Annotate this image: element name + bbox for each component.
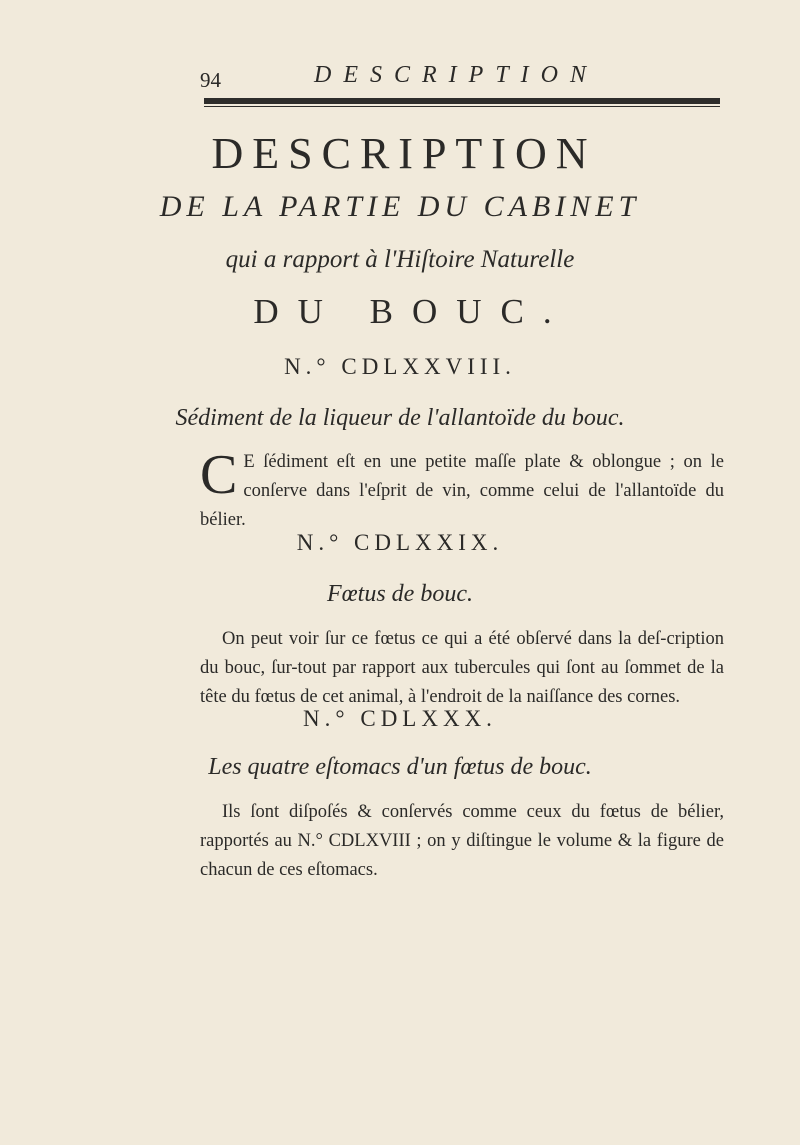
entry-paragraph: Ils ſont diſpoſés & conſervés comme ceux du fœtus de bélier, rapportés au N.° CDLXVIII ; on y diſtingue le volume & la figure de chacun de ces eſtomacs. xyxy=(200,802,724,880)
main-title: DESCRIPTION xyxy=(211,129,597,178)
header-rule-thin xyxy=(204,106,720,107)
entry-subtitle: Sédiment de la liqueur de l'allantoïde du bouc. xyxy=(175,405,625,431)
paragraph-text: E ſédiment eſt en une petite maſſe plate & oblongue ; on le conſerve dans l'eſprit de vin, comme celui de l'allantoïde du bélier. xyxy=(200,452,724,530)
entry-subtitle: Fœtus de bouc. xyxy=(327,581,473,607)
entry-subtitle: Les quatre eſtomacs d'un fœtus de bouc. xyxy=(208,754,592,780)
drop-cap: C xyxy=(200,444,238,506)
page-number: 94 xyxy=(200,68,221,92)
entry-paragraph: On peut voir ſur ce fœtus ce qui a été obſervé dans la deſ-cription du bouc, ſur-tout par rapport aux tubercules qui ſont au ſommet de la tête du fœtus de cet animal, à l'endroit de la naiſſance des cornes. xyxy=(200,629,724,707)
title-line-4: DU BOUC. xyxy=(253,292,571,331)
entry-number: N.° CDLXXVIII. xyxy=(284,354,516,379)
running-title: DESCRIPTION xyxy=(314,62,598,88)
entry-number: N.° CDLXXX. xyxy=(303,706,497,731)
entry-number: N.° CDLXXIX. xyxy=(296,530,504,555)
header-rule-thick xyxy=(204,98,720,104)
entry-paragraph xyxy=(200,444,724,535)
title-line-2: DE LA PARTIE DU CABINET xyxy=(159,190,641,223)
title-line-3: qui a rapport à l'Hiſtoire Naturelle xyxy=(225,246,575,273)
